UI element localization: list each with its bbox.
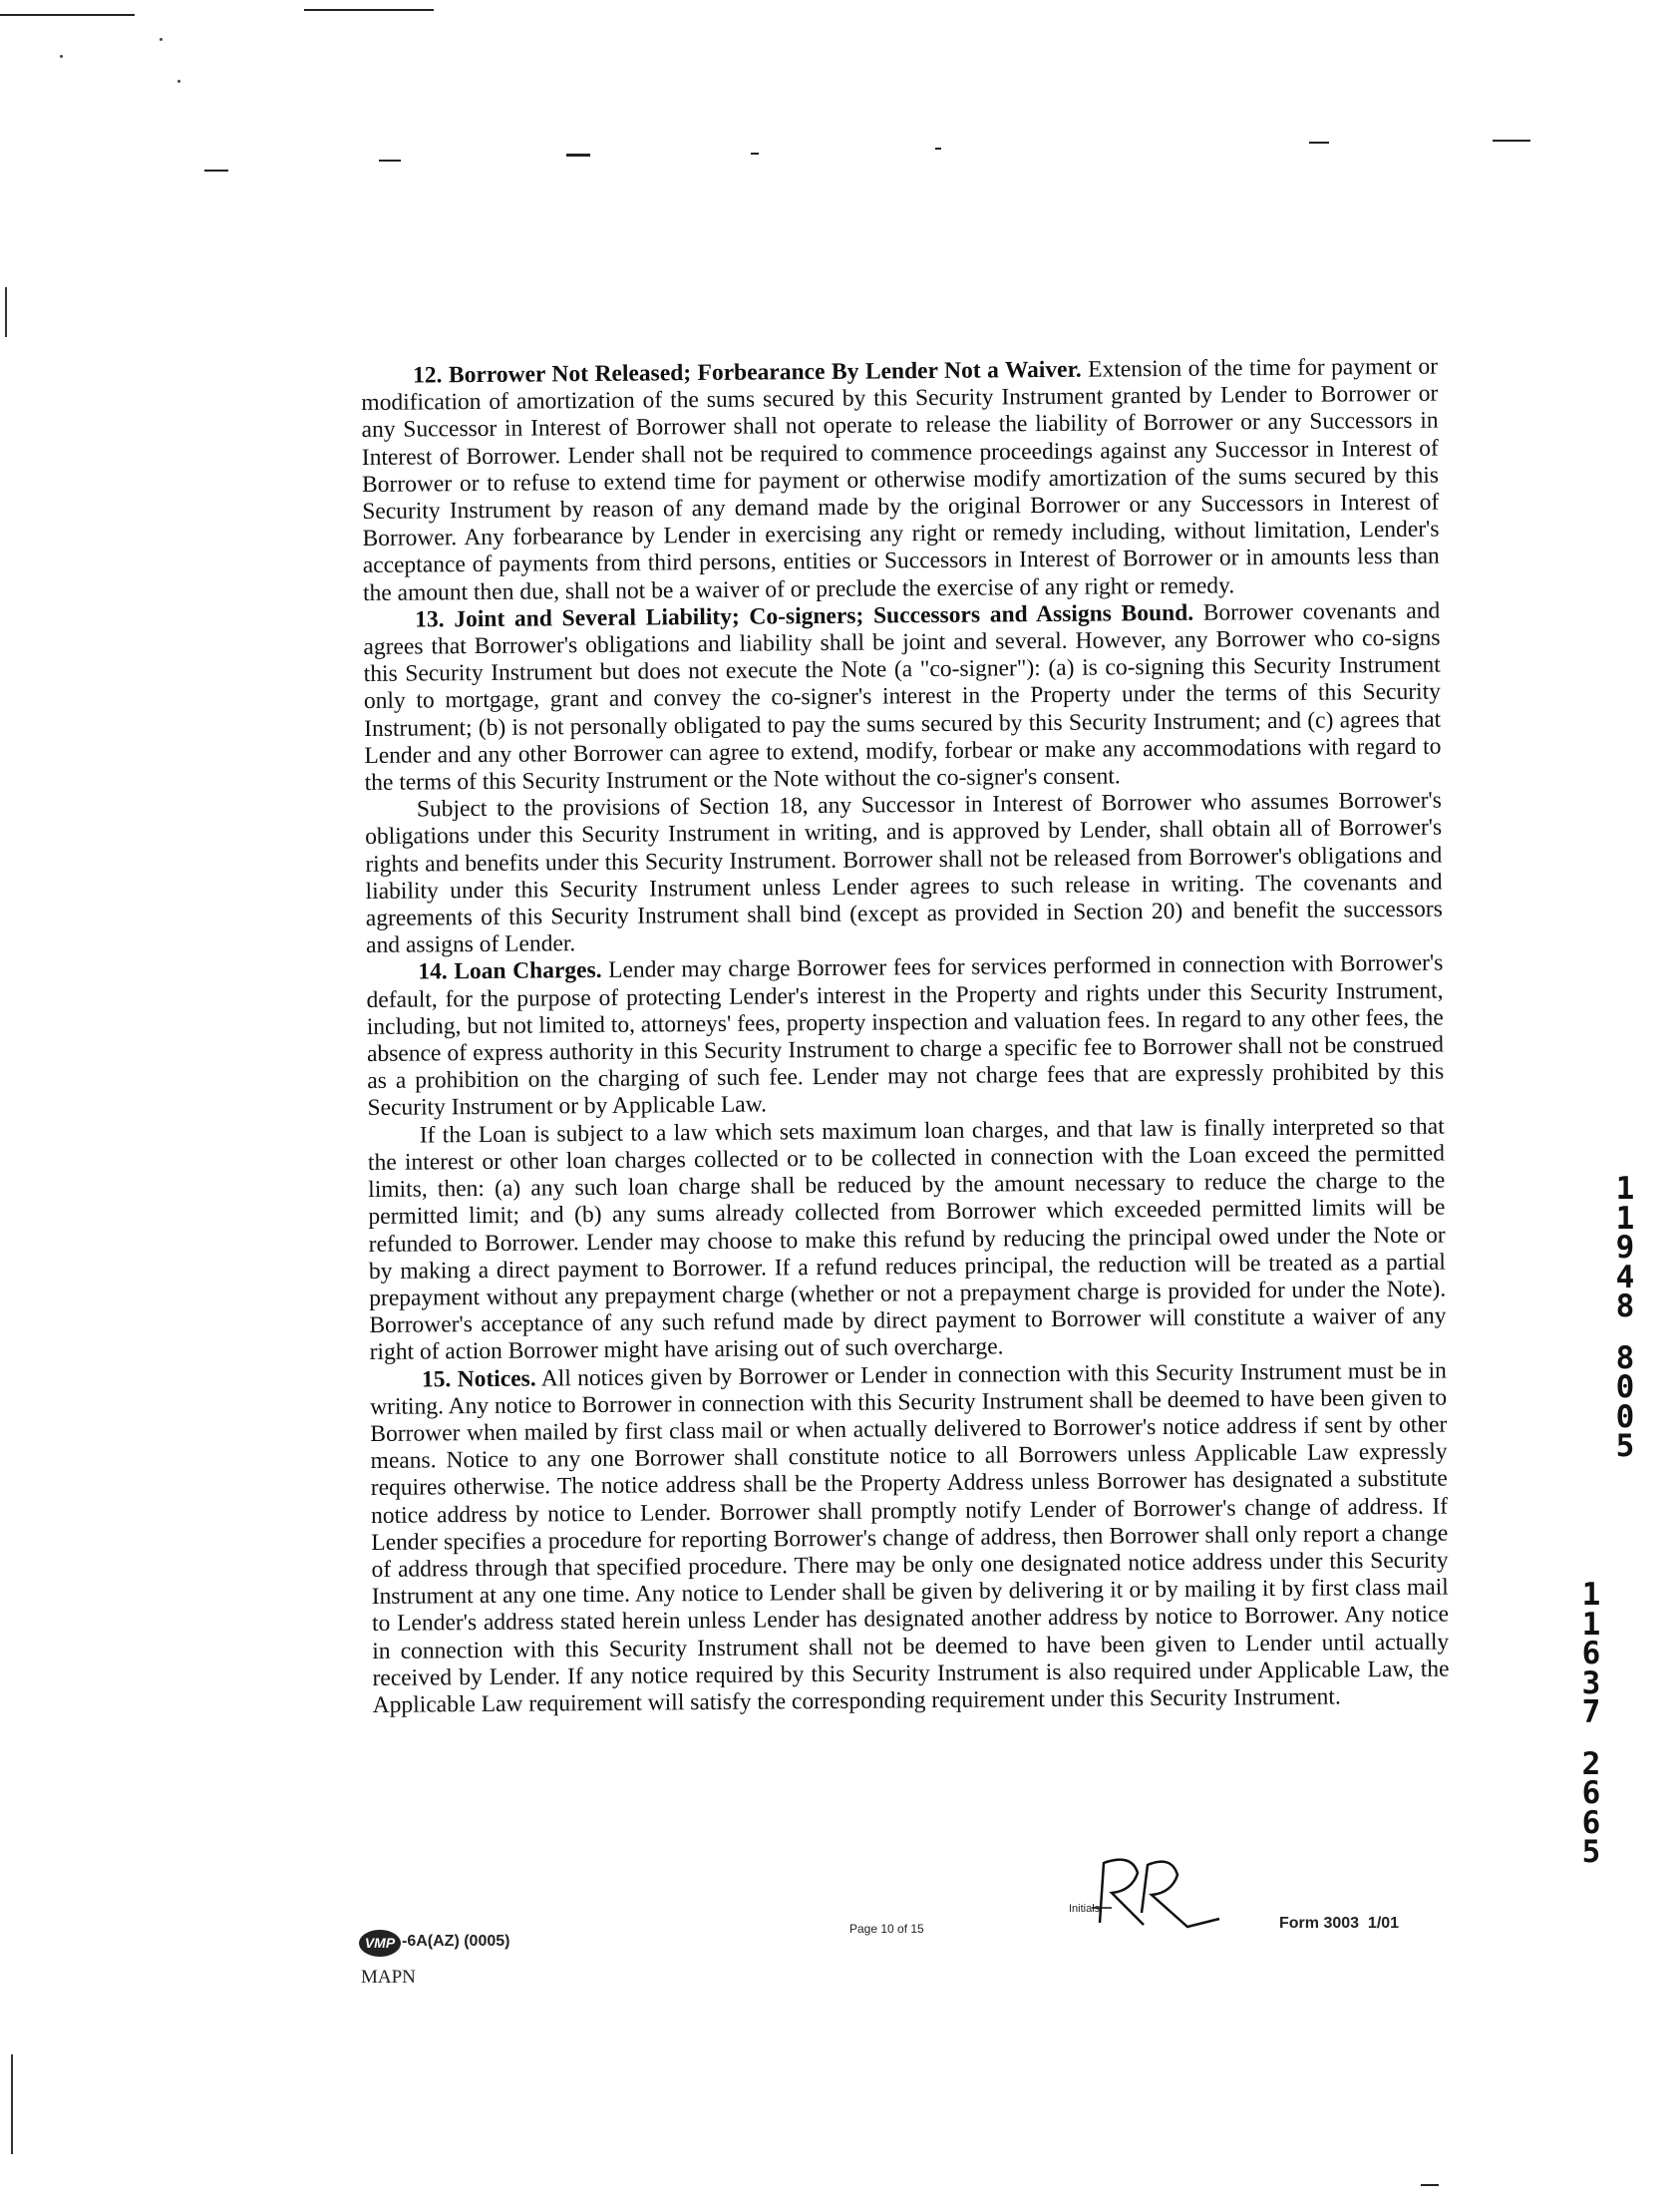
initials-label: Initials: [1069,1903,1104,1915]
scan-speck [160,38,163,41]
stamp-digit: 6 [1581,1636,1601,1671]
stamp-digit: 0 [1615,1398,1635,1435]
form-number: Form 3003 1/01 [1279,1915,1400,1932]
stamp-digit: 3 [1581,1664,1601,1701]
scan-speck [60,55,63,58]
page-number: Page 10 of 15 [849,1922,924,1936]
scan-mark [304,9,434,11]
side-stamp-1 [1609,1171,1641,1464]
scan-mark [5,287,7,337]
scan-mark [1493,140,1530,142]
stamp-digit: 5 [1581,1834,1601,1870]
section-heading: 12. Borrower Not Released; Forbearance By Lender Not a Waiver. [412,356,1082,389]
stamp-digit: 6 [1581,1775,1601,1811]
paragraph-12 [361,354,1440,607]
paragraph-15 [370,1357,1450,1719]
section-text: Extension of the time for payment or modification of amortization of the sums secured by this Security Instrument granted by Lender to Borrower or any Successor in Interest of Borrower shall not operate to release the liability of Borrower or any Successors in Interest of Borrower. Lender shall not be required to commence proceedings against any Successor in Interest of Borrower or to refuse to extend time for payment or otherwise modify amortization of the sums secured by this Security Instrument by reason of any demand made by the original Borrower or any Successors in Interest of Borrower. Any forbearance by Lender in exercising any right or remedy including, without limitation, Lender's acceptance of payments from third persons, entities or Successors in Interest of Borrower or in amounts less than the amount then due, shall not be a waiver of or preclude the exercise of any right or remedy. [361,353,1440,606]
section-text: Borrower covenants and agrees that Borrower's obligations and liability shall be joint and several. However, any Borrower who co-signs this Security Instrument but does not execute the Note (a "co-signer"): (a) is co-signing this Security Instrument only to mortgage, grant and convey the co-signer's interest in the Property under the terms of this Security Instrument; (b) is not personally obligated to pay the sums secured by this Security Instrument; and (c) agrees that Lender and any other Borrower can agree to extend, modify, forbear or make any accommodations with regard to the terms of this Security Instrument or the Note without the co-signer's consent. [363,597,1442,797]
section-text: All notices given by Borrower or Lender in connection with this Security Instrument must be in writing. Any notice to Borrower in connection with this Security Instrument shall be deemed to have been given to Borrower when mailed by first class mail or when actually delivered to Borrower's notice address if sent by other means. Notice to any one Borrower shall constitute notice to all Borrowers unless Applicable Law expressly requires otherwise. The notice address shall be the Property Address unless Borrower has designated a substitute notice address by notice to Lender. Borrower shall promptly notify Lender of Borrower's change of address. If Lender specifies a procedure for reporting Borrower's change of address, then Borrower shall only report a change of address through that specified procedure. There may be only one designated notice address under this Security Instrument at any one time. Any notice to Lender shall be given by delivering it or by mailing it by first class mail to Lender's address stated herein unless Lender has designated another address by notice to Borrower. Any notice in connection with this Security Instrument shall not be deemed to have been given to Lender until actually received by Lender. If any notice required by this Security Instrument is also required under Applicable Law, the Applicable Law requirement will satisfy the corresponding requirement under this Security Instrument. [370,1357,1450,1718]
stamp-digit: 5 [1615,1428,1635,1464]
paragraph-13-cont [365,788,1443,960]
stamp-digit: 1 [1581,1606,1601,1643]
stamp-digit: 7 [1581,1694,1601,1730]
stamp-digit: 0 [1615,1369,1635,1405]
scan-mark [935,148,941,150]
stamp-digit: 2 [1581,1745,1601,1782]
scan-mark [11,2054,13,2154]
side-stamp-2 [1575,1577,1607,1870]
document-body [361,354,1450,1720]
scan-speck [177,80,180,83]
stamp-digit: 8 [1615,1289,1635,1324]
paragraph-13 [363,597,1442,797]
section-heading: 13. Joint and Several Liability; Co-signers; Successors and Assigns Bound. [415,599,1194,633]
section-heading: 15. Notices. [421,1365,536,1393]
stamp-digit: 9 [1615,1230,1635,1266]
scan-mark [204,170,228,172]
paragraph-14-cont [368,1113,1447,1366]
stamp-digit: 6 [1581,1804,1601,1841]
mapn-label: MAPN [361,1967,416,1988]
stamp-digit: 1 [1615,1171,1635,1207]
stamp-digit: 8 [1615,1339,1635,1376]
scan-mark [566,154,590,157]
section-text: Lender may charge Borrower fees for services performed in connection with Borrower's default, for the purpose of protecting Lender's interest in the Property and rights under this Security Instrument, including, but not limited to, attorneys' fees, property inspection and valuation fees. In regard to any other fees, the absence of express authority in this Security Instrument to charge a specific fee to Borrower shall not be construed as a prohibition on the charging of such fee. Lender may not charge fees that are expressly prohibited by this Security Instrument or by Applicable Law. [366,950,1445,1122]
stamp-digit: 4 [1615,1259,1635,1295]
scan-mark [1309,142,1329,144]
scan-mark [1421,2184,1439,2186]
paragraph-14 [366,950,1444,1123]
section-text: If the Loan is subject to a law which sets maximum loan charges, and that law is finally interpreted so that the interest or other loan charges collected or to be collected in connection with the Loan exceed the permitted limits, then: (a) any such loan charge shall be reduced by the amount necessary to reduce the charge to the permitted limit; and (b) any sums already collected from Borrower which exceeded permitted limits will be refunded to Borrower. Lender may choose to make this refund by reducing the principal owed under the Note or by making a direct payment to Borrower. If a refund reduces principal, the reduction will be treated as a partial prepayment without any prepayment charge (whether or not a prepayment charge is provided for under the Note). Borrower's acceptance of any such refund made by direct payment to Borrower will constitute a waiver of any right of action Borrower might have arising out of such overcharge. [367,1113,1447,1366]
initials-signature [1092,1853,1231,1933]
scan-mark [379,160,401,162]
section-text: Subject to the provisions of Section 18, any Successor in Interest of Borrower who assumes Borrower's obligations under this Security Instrument in writing, and is approved by Lender, shall obtain all of Borrower's rights and benefits under this Security Instrument. Borrower shall not be released from Borrower's obligations and liability under this Security Instrument unless Lender agrees to such release in writing. The covenants and agreements of this Security Instrument shall bind (except as provided in Section 20) and benefit the successors and assigns of Lender. [365,787,1443,959]
stamp-digit: 1 [1581,1577,1601,1613]
form-code: -6A(AZ) (0005) [402,1933,510,1950]
stamp-digit: 1 [1615,1200,1635,1237]
vmp-logo: VMP [359,1930,401,1957]
scan-mark [0,14,135,16]
section-heading: 14. Loan Charges. [418,957,602,985]
scan-mark [751,153,759,155]
